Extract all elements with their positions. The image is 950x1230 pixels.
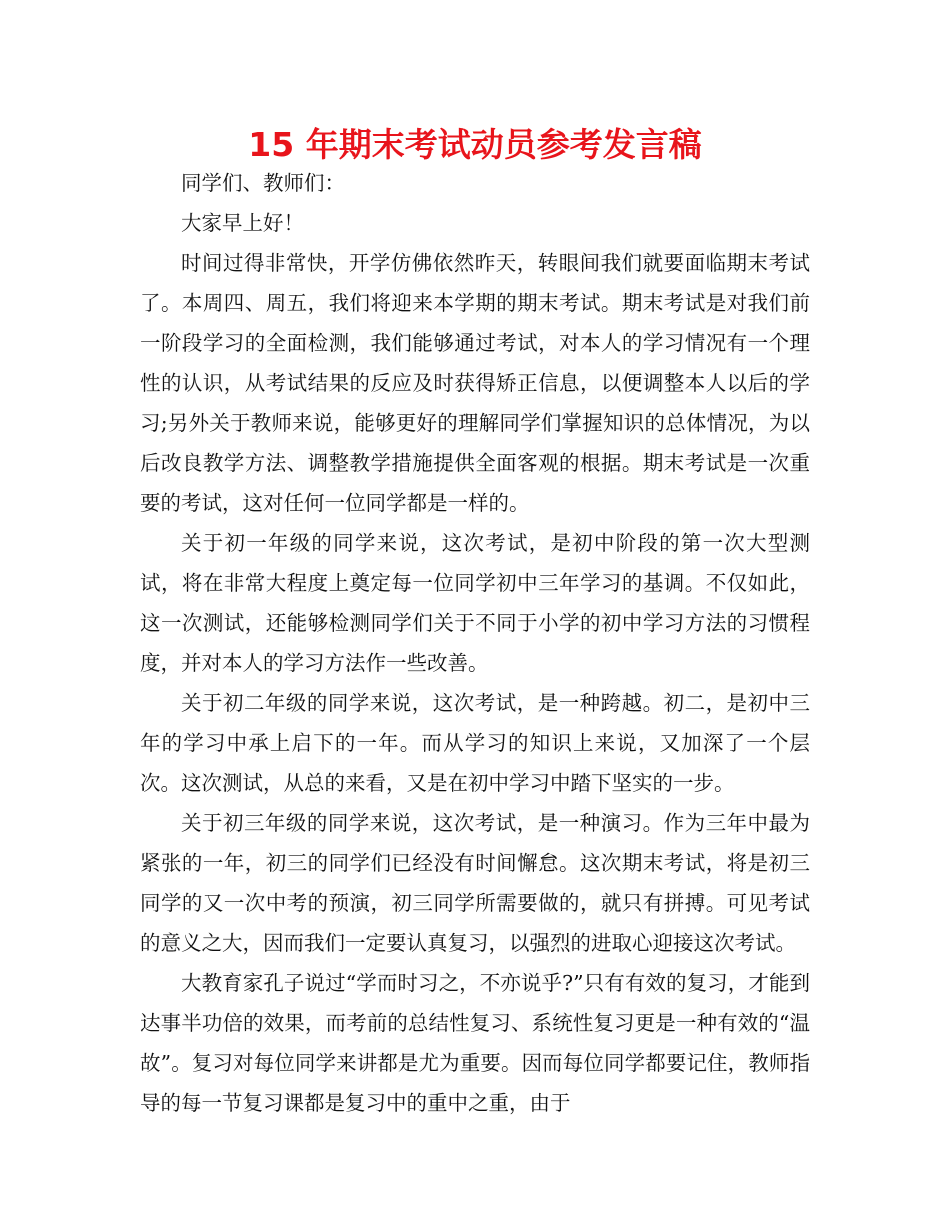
document-body xyxy=(140,163,810,1123)
paragraph-grade-two: 关于初二年级的同学来说，这次考试，是一种跨越。初二，是初中三年的学习中承上启下的一年。而从学习的知识上来说，又加深了一个层次。这次测试，从总的来看，又是在初中学习中踏下坚实的一步。 xyxy=(140,691,810,795)
salutation-line: 大家早上好！ xyxy=(181,211,304,235)
paragraph-grade-three: 关于初三年级的同学来说，这次考试，是一种演习。作为三年中最为紧张的一年，初三的同学们已经没有时间懈怠。这次期末考试，将是初三同学的又一次中考的预演，初三同学所需要做的，就只有拼搏。可见考试的意义之大，因而我们一定要认真复习，以强烈的进取心迎接这次考试。 xyxy=(140,811,810,955)
paragraph-intro: 时间过得非常快，开学仿佛依然昨天，转眼间我们就要面临期末考试了。本周四、周五，我们将迎来本学期的期末考试。期末考试是对我们前一阶段学习的全面检测，我们能够通过考试，对本人的学习情况有一个理性的认识，从考试结果的反应及时获得矫正信息，以便调整本人以后的学习;另外关于教师来说，能够更好的理解同学们掌握知识的总体情况，为以后改良教学方法、调整教学措施提供全面客观的根据。期末考试是一次重要的考试，这对任何一位同学都是一样的。 xyxy=(140,251,810,515)
paragraph-review: 大教育家孔子说过“学而时习之，不亦说乎?”只有有效的复习，才能到达事半功倍的效果，而考前的总结性复习、系统性复习更是一种有效的“温故”。复习对每位同学来讲都是尤为重要。因而每位同学都要记住，教师指导的每一节复习课都是复习中的重中之重，由于 xyxy=(140,971,810,1115)
greeting-line: 同学们、教师们： xyxy=(181,171,345,195)
paragraph-grade-one: 关于初一年级的同学来说，这次考试，是初中阶段的第一次大型测试，将在非常大程度上奠定每一位同学初中三年学习的基调。不仅如此，这一次测试，还能够检测同学们关于不同于小学的初中学习方法的习惯程度，并对本人的学习方法作一些改善。 xyxy=(140,531,810,675)
document-title: 15 年期末考试动员参考发言稿 xyxy=(248,125,702,164)
